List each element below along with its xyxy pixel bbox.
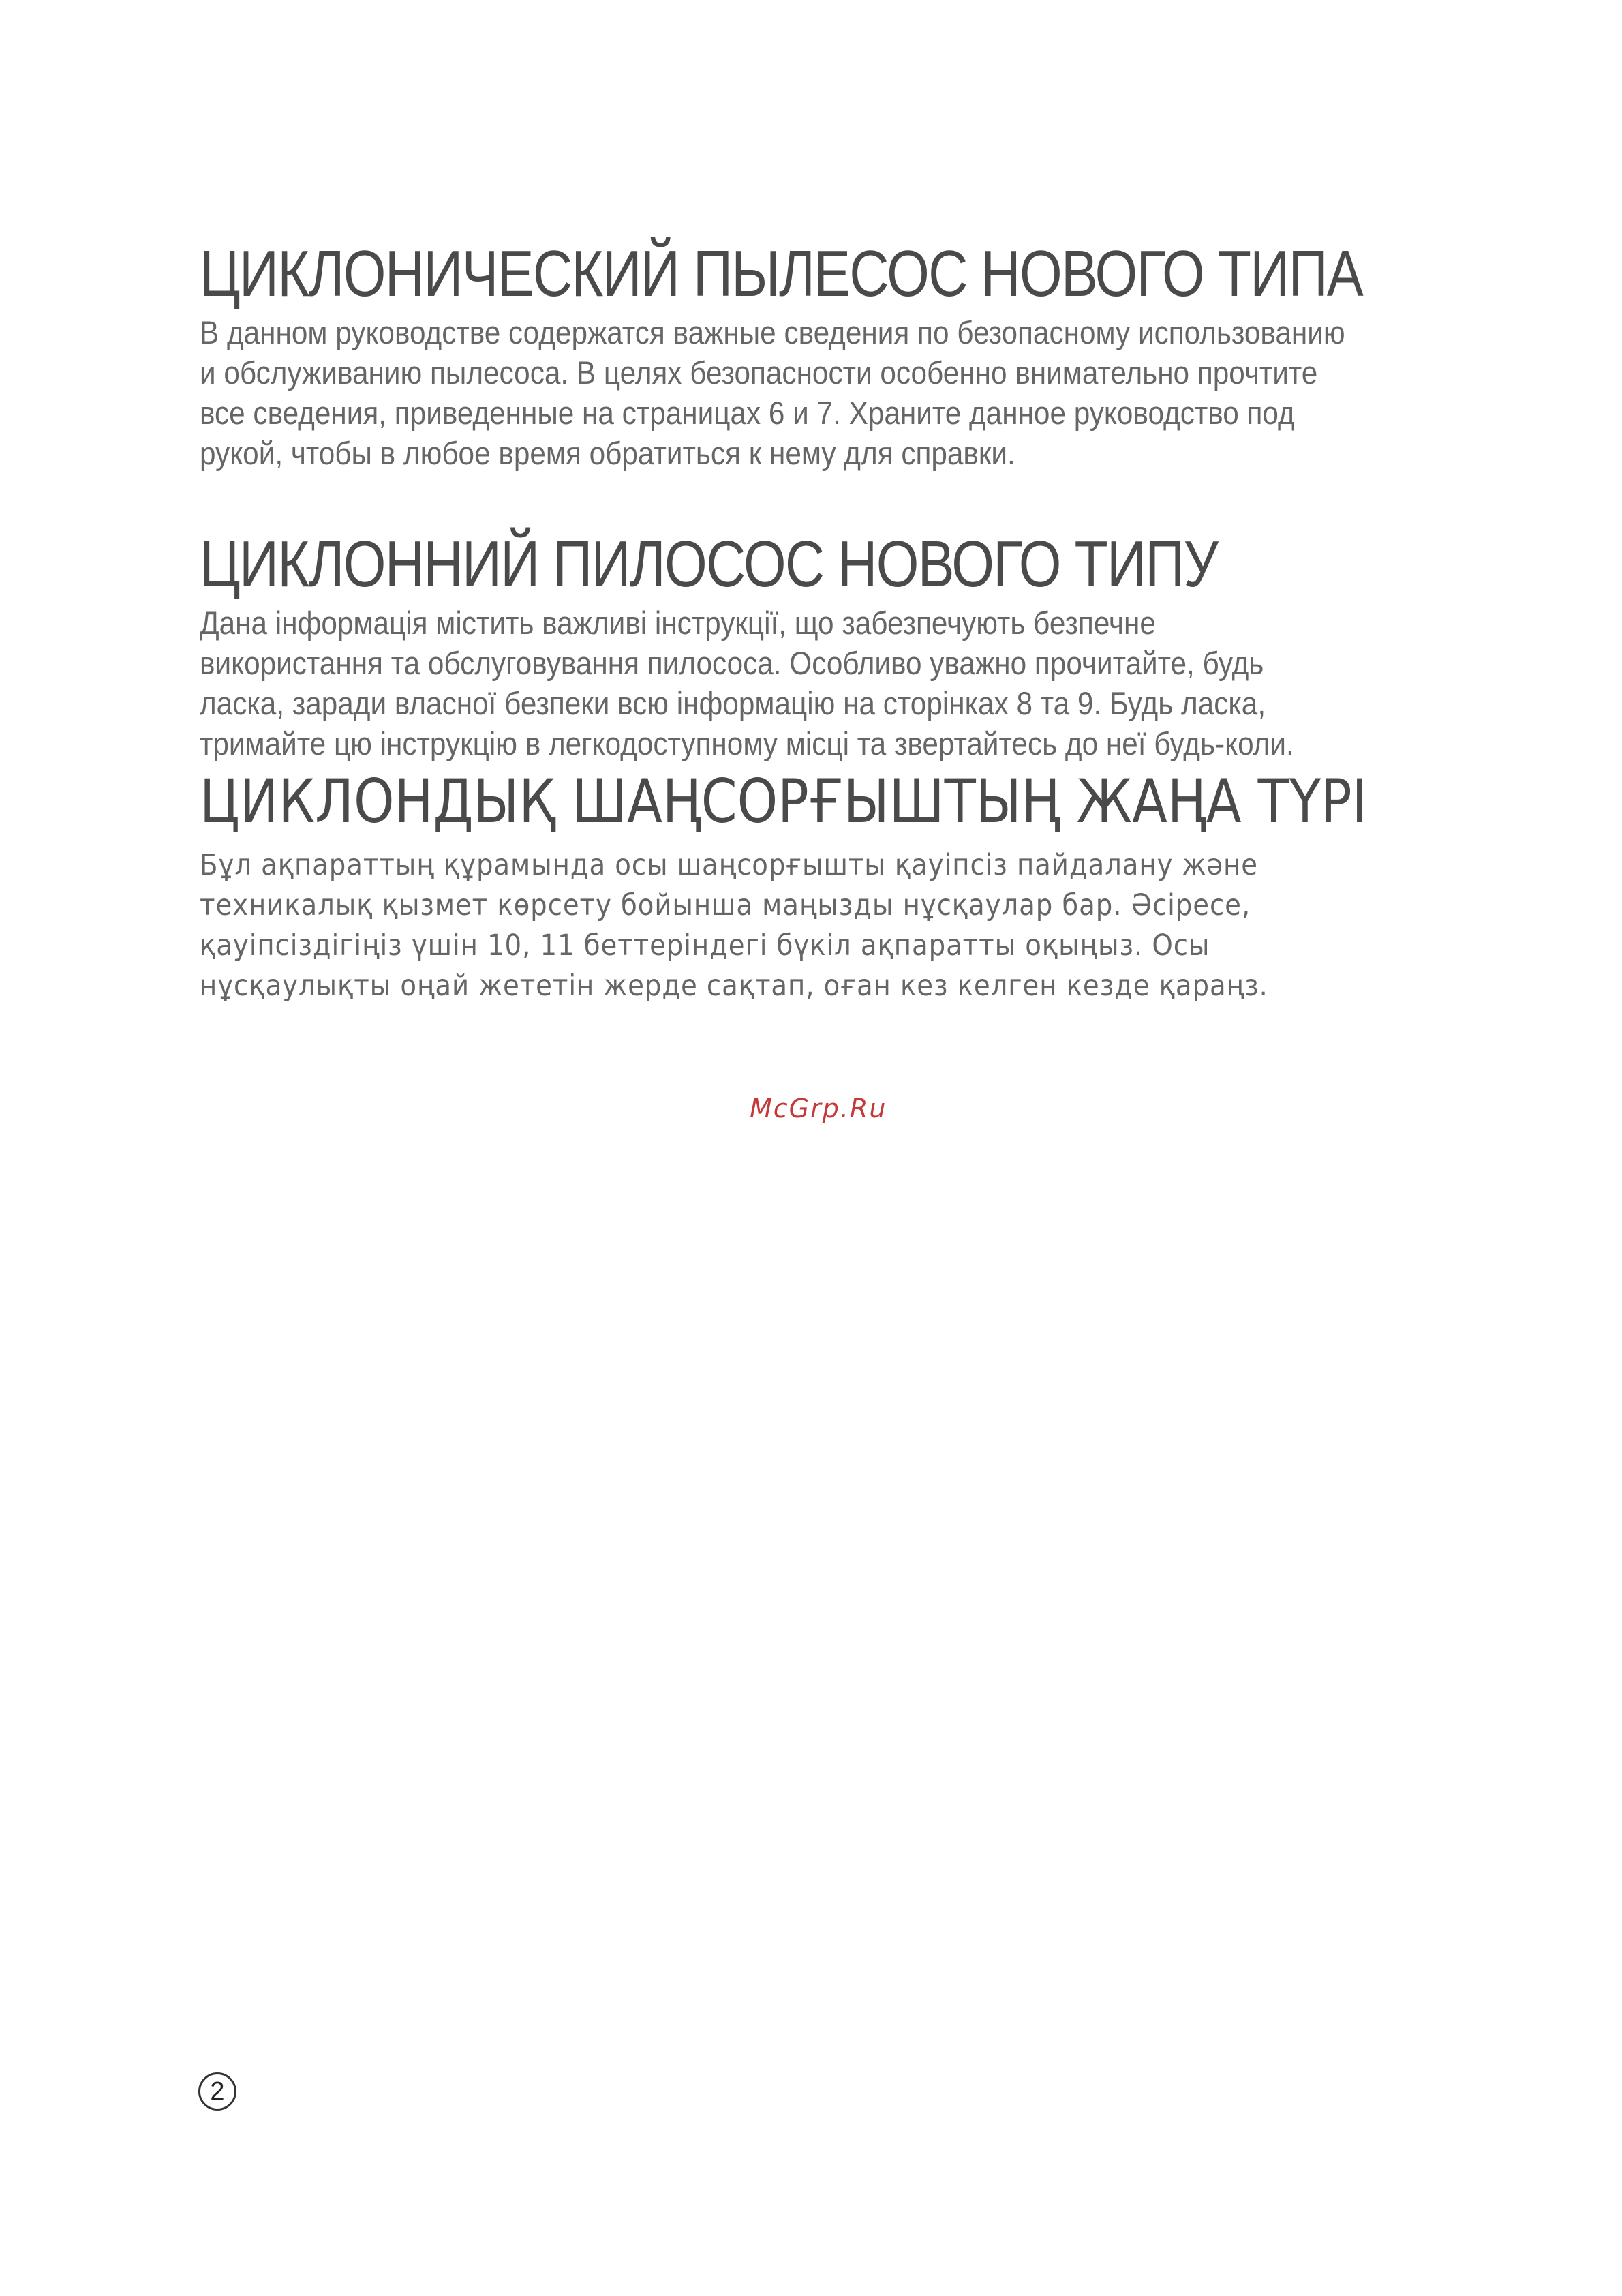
paragraph-line: ласка, заради власної безпеки всю інформацію на сторінках 8 та 9. Будь ласка, <box>200 685 1266 721</box>
section-kazakh <box>200 768 1447 1006</box>
paragraph-kazakh <box>200 845 1414 1006</box>
page-number-badge: 2 <box>198 2072 236 2111</box>
paragraph-ukrainian <box>200 603 1439 764</box>
paragraph-line: Бұл ақпараттың құрамында осы шаңсорғышты қауіпсіз пайдалану және <box>200 848 1258 882</box>
paragraph-line: В данном руководстве содержатся важные сведения по безопасному использованию <box>200 314 1345 350</box>
paragraph-line: техникалық қызмет көрсету бойынша маңызды нұсқаулар бар. Әсіресе, <box>200 888 1251 922</box>
watermark: McGrp.Ru <box>750 1093 887 1123</box>
paragraph-line: все сведения, приведенные на страницах 6 и 7. Храните данное руководство под <box>200 395 1295 431</box>
paragraph-line: рукой, чтобы в любое время обратиться к нему для справки. <box>200 435 1015 471</box>
paragraph-russian <box>200 312 1439 473</box>
paragraph-line: використання та обслуговування пилососа. Особливо уважно прочитайте, будь <box>200 645 1264 681</box>
section-russian <box>200 237 1447 473</box>
section-ukrainian <box>200 530 1447 764</box>
heading-kazakh: ЦИКЛОНДЫҚ ШАҢСОРҒЫШТЫҢ ЖАҢА ТҮРІ <box>200 766 1367 836</box>
heading-russian: ЦИКЛОНИЧЕСКИЙ ПЫЛЕСОС НОВОГО ТИПА <box>200 237 1362 310</box>
paragraph-line: қауіпсіздігіңіз үшін 10, 11 беттеріндегі бүкіл ақпаратты оқыңыз. Осы <box>200 928 1210 963</box>
paragraph-line: нұсқаулықты оңай жететін жерде сақтап, оған кез келген кезде қараңз. <box>200 969 1268 1003</box>
paragraph-line: и обслуживанию пылесоса. В целях безопасности особенно внимательно прочтите <box>200 354 1318 391</box>
heading-ukrainian: ЦИКЛОННИЙ ПИЛОСОС НОВОГО ТИПУ <box>200 528 1218 601</box>
paragraph-line: тримайте цю інструкцію в легкодоступному місці та звертайтесь до неї будь-коли. <box>200 725 1294 761</box>
paragraph-line: Дана інформація містить важливі інструкції, що забезпечують безпечне <box>200 605 1156 641</box>
